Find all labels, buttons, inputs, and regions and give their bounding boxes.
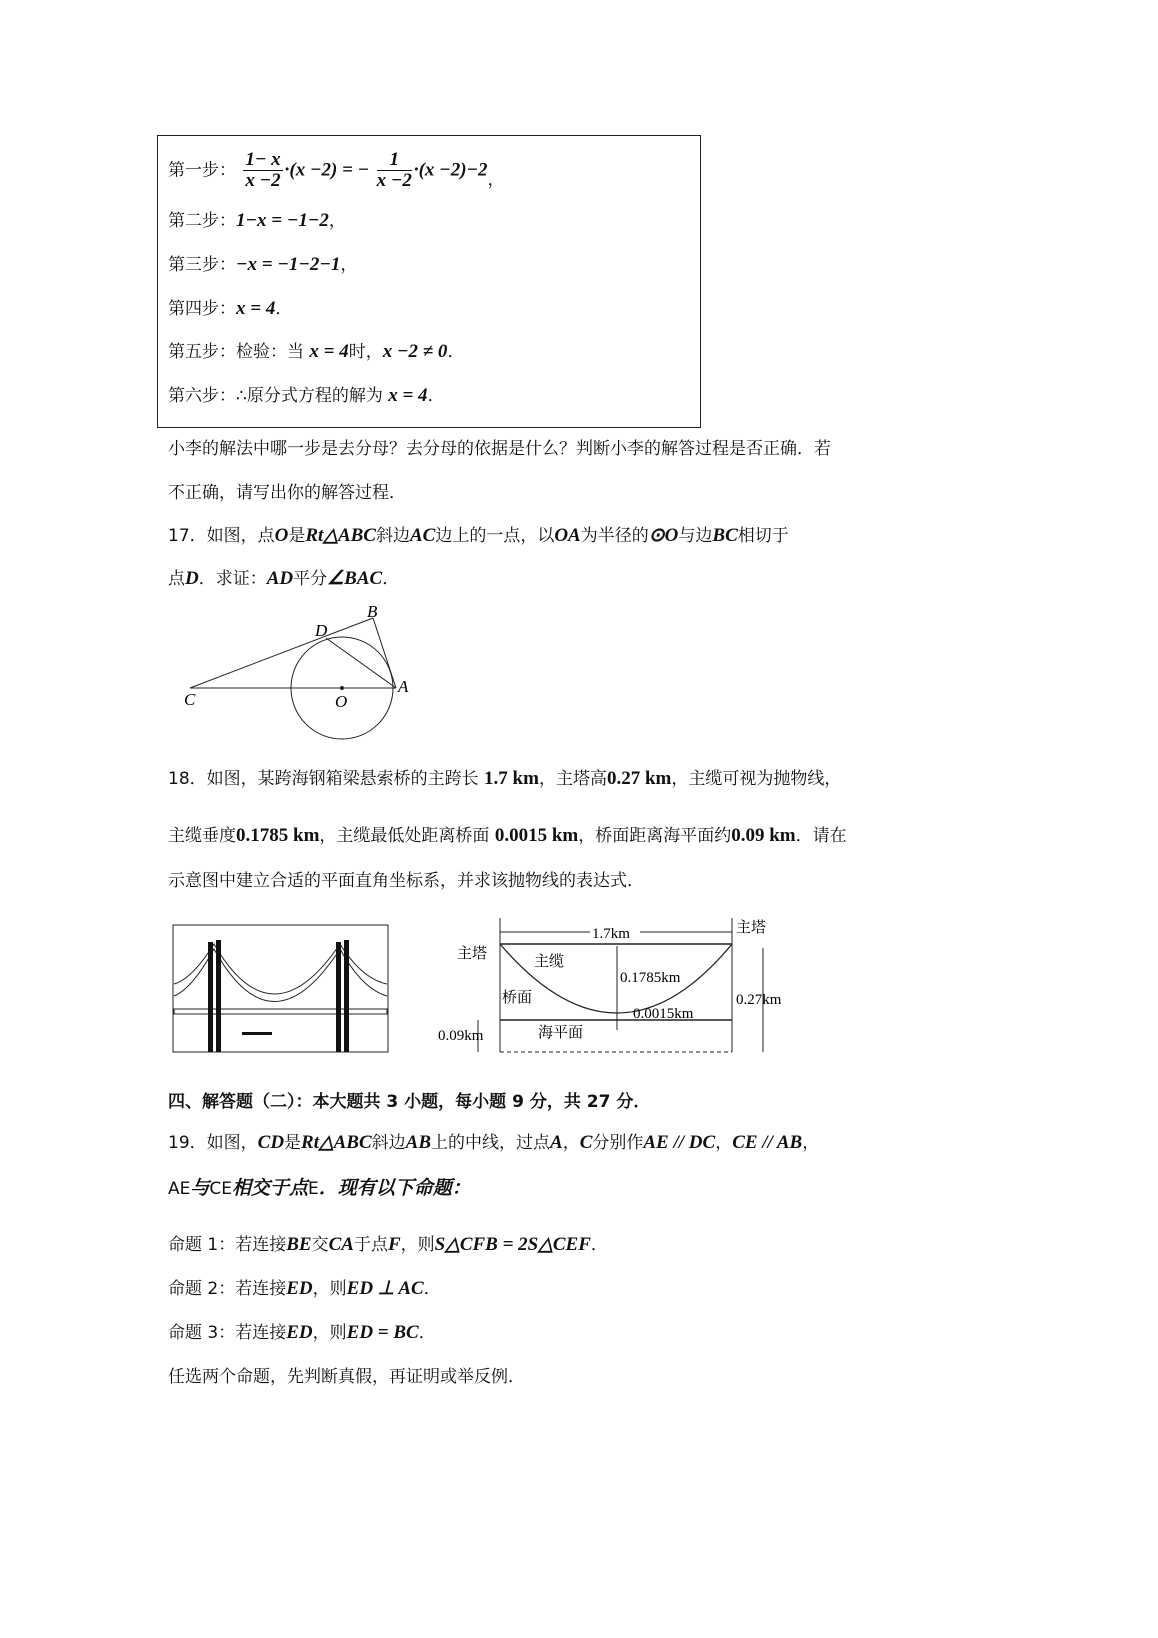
math: 0.1785 km	[236, 825, 320, 846]
step-label: 第三步：	[168, 255, 236, 275]
fraction	[243, 150, 282, 191]
math: O	[274, 525, 289, 546]
photo-frame	[173, 925, 388, 1052]
math: BE	[286, 1234, 312, 1255]
punct: ，	[487, 170, 505, 190]
math: Rt△ABC	[301, 1132, 372, 1153]
text: 分别作	[592, 1133, 644, 1153]
q17-line-1	[168, 525, 789, 547]
label-low: 0.0015km	[633, 1006, 694, 1022]
text: E	[308, 1179, 319, 1199]
math: 相交于点	[232, 1178, 309, 1199]
math: 1−x = −1−2	[236, 210, 329, 231]
step-label: 第一步：	[168, 160, 236, 181]
text: 相切于	[737, 526, 789, 546]
text: CE	[209, 1179, 233, 1199]
q17-geometry-figure	[180, 600, 420, 745]
punct: ，	[328, 211, 346, 231]
text: 上的中线，过点	[431, 1133, 550, 1153]
math: OA	[554, 525, 581, 546]
numerator: 1	[377, 150, 412, 171]
math: AD	[266, 568, 294, 589]
proposition-1	[168, 1234, 608, 1256]
fraction	[377, 150, 412, 191]
step-2	[168, 210, 346, 232]
math: CD	[257, 1132, 285, 1153]
step-5	[168, 341, 464, 363]
step-label: 第六步：∴原分式方程的解为	[168, 386, 389, 406]
tower	[208, 942, 213, 1052]
text: ，主塔高	[538, 769, 607, 789]
text: ，桥面距离海平面约	[578, 826, 732, 846]
math: BC	[712, 525, 738, 546]
text: 命题 1：若连接	[168, 1235, 287, 1255]
text: 是	[284, 1133, 302, 1153]
step-6	[168, 385, 445, 407]
math: x = 4	[388, 385, 428, 406]
segment-da	[326, 638, 396, 688]
math: Rt△ABC	[305, 525, 376, 546]
text: AE	[168, 1179, 191, 1199]
q19-line-2	[168, 1178, 471, 1200]
boat	[242, 1032, 272, 1035]
label-tower-left: 主塔	[457, 946, 488, 962]
text: ，主缆最低处距离桥面	[319, 826, 495, 846]
math: ．现有以下命题：	[318, 1178, 471, 1199]
text: ，则	[312, 1323, 347, 1343]
math: 1.7 km	[484, 768, 539, 789]
q16-text-2: 不正确，请写出你的解答过程．	[168, 483, 406, 503]
math: 0.0015 km	[494, 825, 579, 846]
math: ⊙O	[648, 525, 679, 546]
tower	[336, 942, 341, 1052]
text: 是	[288, 526, 306, 546]
text: 与边	[678, 526, 713, 546]
center-point	[340, 686, 344, 690]
math: 0.09 km	[731, 825, 796, 846]
bridge-diagram	[430, 912, 810, 1062]
label-d: D	[315, 621, 328, 640]
text: ．	[423, 1279, 441, 1299]
punct: ．	[275, 299, 293, 319]
label-deck: 桥面	[502, 990, 533, 1006]
label-height: 0.27km	[736, 992, 782, 1008]
math: ·(x −2) = −	[284, 159, 370, 181]
text: ．	[418, 1323, 436, 1343]
proposition-3	[168, 1322, 436, 1344]
text: ，则	[400, 1235, 435, 1255]
text: ．求证：	[198, 569, 267, 589]
text: 斜边	[371, 1133, 406, 1153]
text: ，主缆可视为抛物线，	[671, 769, 842, 789]
text: ．	[382, 569, 400, 589]
q17-line-2	[168, 568, 399, 590]
math: ·(x −2)−2	[413, 159, 488, 181]
math: ED = BC	[346, 1322, 419, 1343]
label-sea: 海平面	[538, 1025, 584, 1041]
text: ．请在	[795, 826, 847, 846]
step-label: 第五步：检验：当	[168, 342, 310, 362]
text: ，	[802, 1133, 820, 1153]
text: ，	[562, 1133, 580, 1153]
segment-ba	[373, 618, 396, 688]
math: 0.27 km	[606, 768, 672, 789]
text: ．	[590, 1235, 608, 1255]
step-3	[168, 254, 357, 276]
math: AB	[405, 1132, 431, 1153]
step-1	[168, 150, 505, 191]
segment-cb	[190, 618, 373, 688]
label-sag: 0.1785km	[620, 970, 681, 986]
math: F	[387, 1234, 401, 1255]
text: 18．如图，某跨海钢箱梁悬索桥的主跨长	[168, 769, 485, 789]
math: 与	[190, 1178, 210, 1199]
math: x −2 ≠ 0	[382, 341, 448, 362]
math: CE // AB	[732, 1132, 803, 1153]
label-o: O	[335, 692, 348, 711]
step-4	[168, 298, 292, 320]
section-heading: 四、解答题（二）：本大题共 3 小题，每小题 9 分，共 27 分．	[168, 1092, 651, 1112]
text: 于点	[353, 1235, 388, 1255]
step-label: 第二步：	[168, 211, 236, 231]
text: 边上的一点，以	[435, 526, 555, 546]
math: x = 4	[309, 341, 349, 362]
text: 主缆垂度	[168, 826, 236, 846]
math: −x = −1−2−1	[236, 254, 341, 275]
text: 19．如图，	[168, 1133, 258, 1153]
label-cable: 主缆	[534, 954, 565, 970]
label-b: B	[367, 602, 378, 621]
text: 为半径的	[580, 526, 649, 546]
numerator: 1− x	[245, 149, 281, 170]
math: ∠BAC	[327, 568, 383, 589]
denominator: x −2	[245, 170, 281, 191]
label-span: 1.7km	[592, 926, 630, 942]
punct: ．	[447, 342, 465, 362]
text: ，	[715, 1133, 733, 1153]
text: 平分	[293, 569, 328, 589]
text: ，则	[312, 1279, 347, 1299]
text: 交	[311, 1235, 329, 1255]
math: C	[579, 1132, 593, 1153]
proposition-2	[168, 1278, 441, 1300]
step-label: 第四步：	[168, 299, 236, 319]
label-a: A	[398, 677, 409, 696]
text: 时，	[348, 342, 383, 362]
math: x = 4	[236, 298, 276, 319]
q19-line-1	[168, 1132, 819, 1154]
q19-instruction: 任选两个命题，先判断真假，再证明或举反例．	[168, 1367, 525, 1387]
punct: ，	[340, 255, 358, 275]
q18-line-3: 示意图中建立合适的平面直角坐标系，并求该抛物线的表达式．	[168, 871, 644, 891]
math: ED	[286, 1278, 313, 1299]
text: 命题 2：若连接	[168, 1279, 287, 1299]
denominator: x −2	[376, 170, 412, 191]
math: D	[185, 568, 199, 589]
bridge-photo	[172, 924, 390, 1054]
label-sea-gap: 0.09km	[438, 1028, 484, 1044]
text: 斜边	[375, 526, 410, 546]
math: AC	[409, 525, 436, 546]
math: A	[550, 1132, 563, 1153]
text: 点	[168, 569, 185, 589]
q18-line-2	[168, 825, 847, 847]
math: ED ⊥ AC	[346, 1278, 424, 1299]
label-c: C	[184, 690, 196, 709]
math: ED	[286, 1322, 313, 1343]
q18-line-1	[168, 768, 841, 790]
tower	[216, 940, 221, 1052]
math: CA	[328, 1234, 354, 1255]
label-tower-right: 主塔	[736, 920, 767, 936]
text: 命题 3：若连接	[168, 1323, 287, 1343]
tower	[344, 940, 349, 1052]
punct: ．	[427, 386, 445, 406]
math: AE // DC	[643, 1132, 716, 1153]
math: S△CFB = 2S△CEF	[434, 1234, 591, 1255]
text: 17．如图，点	[168, 526, 275, 546]
q16-text-1: 小李的解法中哪一步是去分母？去分母的依据是什么？判断小李的解答过程是否正确．若	[168, 439, 831, 459]
